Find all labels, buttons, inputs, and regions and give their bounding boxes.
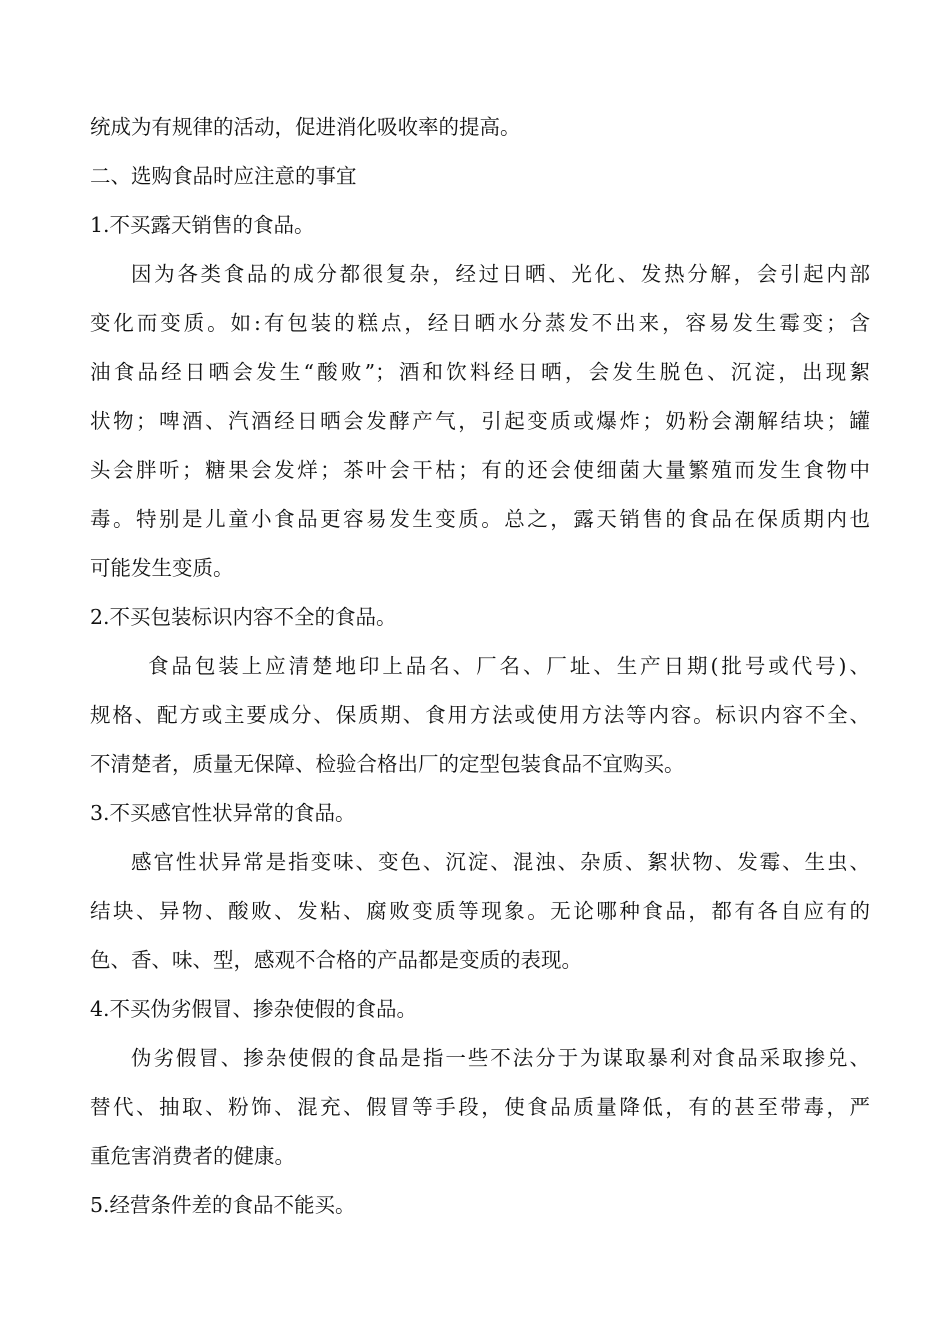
paragraph-line: 替代、抽取、粉饰、混充、假冒等手段，使食品质量降低，有的甚至带毒，严 bbox=[90, 1095, 870, 1119]
item-heading-4: 4.不买伪劣假冒、掺杂使假的食品。 bbox=[90, 997, 418, 1021]
paragraph-line: 重危害消费者的健康。 bbox=[90, 1144, 295, 1168]
paragraph-line: 统成为有规律的活动，促进消化吸收率的提高。 bbox=[90, 115, 521, 139]
paragraph-line: 变化而变质。如:有包装的糕点，经日晒水分蒸发不出来，容易发生霉变；含 bbox=[90, 311, 870, 335]
paragraph-line: 伪劣假冒、掺杂使假的食品是指一些不法分于为谋取暴利对食品采取掺兑、 bbox=[131, 1046, 870, 1070]
paragraph-line: 头会胖听；糖果会发烊；茶叶会干枯；有的还会使细菌大量繁殖而发生食物中 bbox=[90, 458, 870, 482]
paragraph-line: 规格、配方或主要成分、保质期、食用方法或使用方法等内容。标识内容不全、 bbox=[90, 703, 870, 727]
item-heading-3: 3.不买感官性状异常的食品。 bbox=[90, 801, 356, 825]
paragraph-line: 不清楚者，质量无保障、检验合格出厂的定型包装食品不宜购买。 bbox=[90, 752, 685, 776]
paragraph-line: 状物；啤酒、汽酒经日晒会发酵产气，引起变质或爆炸；奶粉会潮解结块；罐 bbox=[90, 409, 870, 433]
item-heading-1: 1.不买露天销售的食品。 bbox=[90, 213, 315, 237]
paragraph-line: 食品包装上应清楚地印上品名、厂名、厂址、生产日期(批号或代号)、 bbox=[148, 654, 870, 678]
item-heading-2: 2.不买包装标识内容不全的食品。 bbox=[90, 605, 397, 629]
document-body bbox=[90, 103, 870, 1230]
paragraph-line: 结块、异物、酸败、发粘、腐败变质等现象。无论哪种食品，都有各自应有的 bbox=[90, 899, 870, 923]
paragraph-line: 因为各类食品的成分都很复杂，经过日晒、光化、发热分解，会引起内部 bbox=[131, 262, 870, 286]
paragraph-line: 油食品经日晒会发生“酸败”；酒和饮料经日晒，会发生脱色、沉淀，出现絮 bbox=[90, 360, 870, 384]
paragraph-line: 毒。特别是儿童小食品更容易发生变质。总之，露天销售的食品在保质期内也 bbox=[90, 507, 870, 531]
paragraph-line: 可能发生变质。 bbox=[90, 556, 234, 580]
section-heading: 二、选购食品时应注意的事宜 bbox=[90, 164, 357, 188]
paragraph-line: 感官性状异常是指变味、变色、沉淀、混浊、杂质、絮状物、发霉、生虫、 bbox=[131, 850, 870, 874]
paragraph-line: 色、香、味、型，感观不合格的产品都是变质的表现。 bbox=[90, 948, 582, 972]
item-heading-5: 5.经营条件差的食品不能买。 bbox=[90, 1193, 356, 1217]
